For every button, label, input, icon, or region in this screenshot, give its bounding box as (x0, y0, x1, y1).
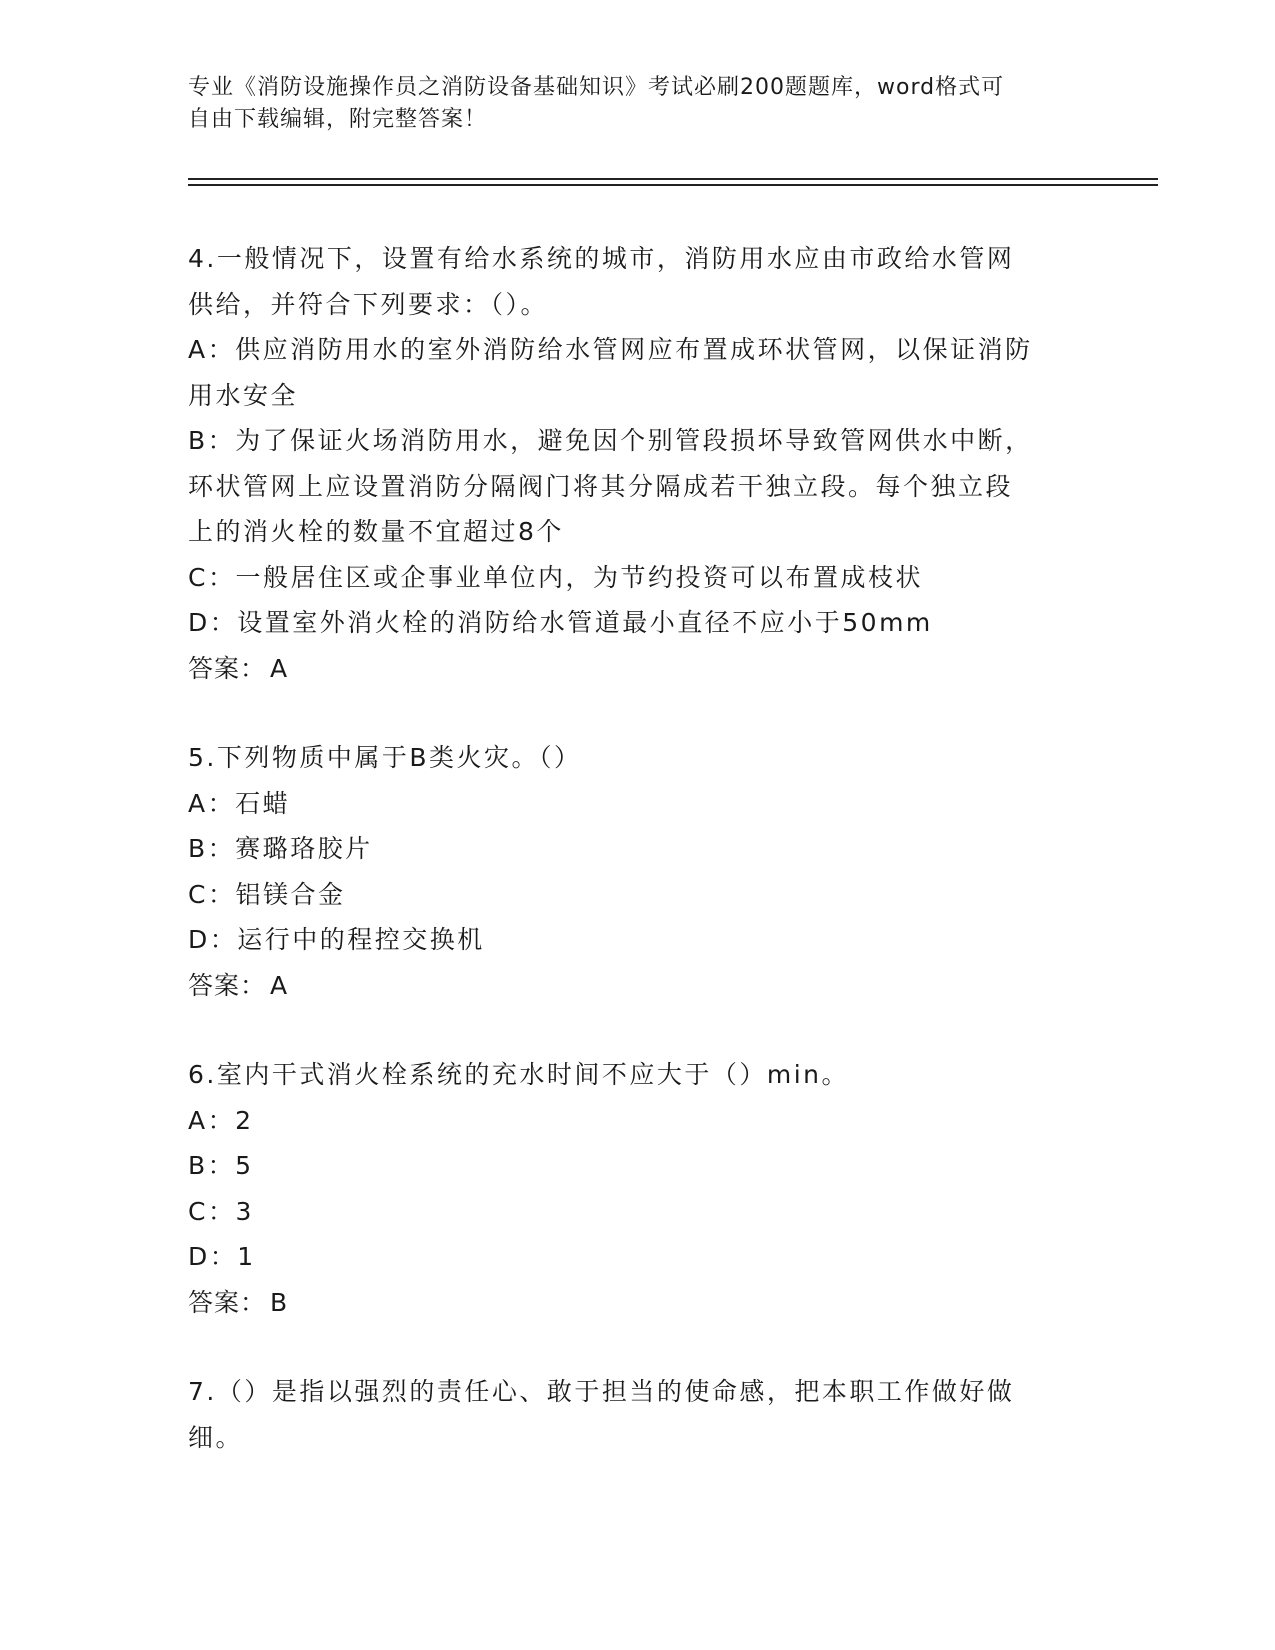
option-b-line: B：赛璐珞胶片 (188, 834, 373, 863)
header-line-2: 自由下载编辑，附完整答案！ (188, 107, 488, 132)
question-stem-line: 供给，并符合下列要求：（）。 (188, 289, 549, 319)
answer-value: B (270, 1287, 289, 1317)
question-spacer (188, 691, 1088, 735)
option-c-line: C：3 (188, 1196, 254, 1226)
answer-line (188, 1280, 1088, 1326)
question-stem-line: 7.（）是指以强烈的责任心、敢于担当的使命感，把本职工作做好做 (188, 1377, 1015, 1406)
header-divider-top (188, 178, 1158, 180)
question-spacer (188, 1008, 1088, 1052)
question-5 (188, 735, 1088, 1008)
option-b-line: B：为了保证火场消防用水，避免因个别管段损坏导致管网供水中断， (188, 426, 1033, 455)
header-divider-bottom (188, 184, 1158, 186)
option-d-line: D：1 (188, 1242, 256, 1271)
question-spacer (188, 1325, 1088, 1369)
question-stem-line: 细。 (188, 1422, 244, 1452)
question-stem-line: 6.室内干式消火栓系统的充水时间不应大于（）min。 (188, 1060, 849, 1089)
option-a-line: A：2 (188, 1105, 254, 1135)
option-c-line: C：铝镁合金 (188, 879, 346, 909)
answer-value: A (270, 970, 289, 1000)
question-list (188, 236, 1088, 1460)
answer-line (188, 646, 1088, 692)
question-4 (188, 236, 1088, 691)
option-d-line: D：运行中的程控交换机 (188, 925, 485, 954)
option-a-line: A：石蜡 (188, 788, 291, 818)
answer-line (188, 963, 1088, 1009)
option-a-line: A：供应消防用水的室外消防给水管网应布置成环状管网，以保证消防 (188, 335, 1033, 364)
header-line-1: 专业《消防设施操作员之消防设备基础知识》考试必刷200题题库，word格式可 (188, 75, 1005, 100)
option-a-line: 用水安全 (188, 380, 299, 410)
option-b-line: 上的消火栓的数量不宜超过8个 (188, 517, 564, 546)
option-c-line: C：一般居住区或企事业单位内，为节约投资可以布置成枝状 (188, 562, 923, 592)
question-6 (188, 1052, 1088, 1325)
option-b-line: B：5 (188, 1151, 254, 1180)
answer-label: 答案： (188, 653, 267, 683)
question-stem-line: 4.一般情况下，设置有给水系统的城市，消防用水应由市政给水管网 (188, 244, 1015, 273)
question-stem-line: 5.下列物质中属于B类火灾。（） (188, 743, 582, 772)
document-header (188, 72, 1088, 136)
question-7 (188, 1369, 1088, 1460)
answer-label: 答案： (188, 1287, 267, 1317)
option-d-line: D：设置室外消火栓的消防给水管道最小直径不应小于50mm (188, 608, 933, 637)
option-b-line: 环状管网上应设置消防分隔阀门将其分隔成若干独立段。每个独立段 (188, 471, 1014, 501)
answer-value: A (270, 653, 289, 683)
answer-label: 答案： (188, 970, 267, 1000)
